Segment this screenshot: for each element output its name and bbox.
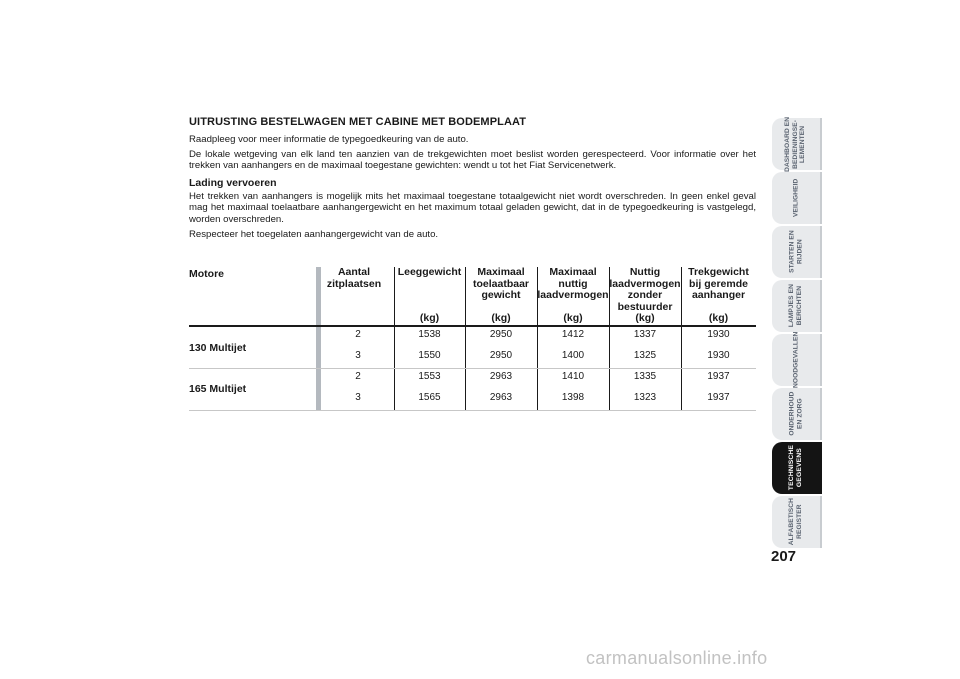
cell-seats: 2 bbox=[355, 329, 361, 340]
model-165-multijet: 165 Multijet bbox=[189, 383, 247, 395]
row-group-rule bbox=[189, 368, 756, 369]
cell-empty-weight: 1553 bbox=[418, 371, 441, 382]
cell-payload: 1412 bbox=[561, 329, 585, 340]
header-towing-weight: Trekgewicht bij geremde aanhanger bbox=[688, 266, 749, 301]
cell-max-weight: 2950 bbox=[489, 329, 513, 340]
text-section bbox=[189, 116, 756, 243]
cell-towing-weight: 1930 bbox=[707, 350, 730, 361]
chapter-tab-label: ONDERHOUD EN ZORG bbox=[788, 391, 803, 437]
unit-payload: (kg) bbox=[563, 312, 583, 324]
chapter-tab-8[interactable] bbox=[772, 496, 822, 548]
cell-towing-weight: 1937 bbox=[707, 392, 730, 403]
cell-towing-weight: 1930 bbox=[707, 329, 730, 340]
weights-table bbox=[189, 267, 756, 413]
cell-payload-no-driver: 1325 bbox=[633, 350, 657, 361]
chapter-tab-1[interactable] bbox=[772, 118, 822, 170]
cell-seats: 3 bbox=[355, 392, 361, 403]
cell-payload: 1400 bbox=[561, 350, 585, 361]
header-motor: Motore bbox=[189, 268, 224, 280]
header-empty-weight: Leeggewicht bbox=[397, 266, 462, 278]
header-payload: Maximaal nuttig laadvermogen bbox=[537, 266, 609, 301]
unit-max-weight: (kg) bbox=[491, 312, 511, 324]
unit-towing-weight: (kg) bbox=[708, 312, 729, 324]
respect-paragraph: Respecteer het toegelaten aanhangergewicht van de auto. bbox=[189, 228, 439, 240]
cargo-subheading: Lading vervoeren bbox=[189, 176, 277, 189]
page-number: 207 bbox=[771, 548, 797, 565]
header-rule bbox=[189, 325, 756, 327]
cell-max-weight: 2963 bbox=[489, 392, 513, 403]
header-payload-no-driver: Nuttig laadvermogen zonder bestuurder bbox=[609, 266, 681, 313]
legislation-paragraph: De lokale wetgeving van elk land ten aanzien van de trekgewichten moet beslist worden gerespecteerd. Voor informatie over het trekken van aanhangers en de maximaal toegestane gewichten: wendt u tot het Fiat Servicenetwerk. bbox=[189, 148, 756, 172]
cell-seats: 3 bbox=[355, 350, 361, 361]
unit-payload-no-driver: (kg) bbox=[635, 312, 655, 324]
header-max-weight: Maximaal toelaatbaar gewicht bbox=[472, 266, 530, 301]
chapter-tab-4[interactable] bbox=[772, 280, 822, 332]
cell-max-weight: 2950 bbox=[489, 350, 513, 361]
chapter-tab-label: LAMPJES EN BERICHTEN bbox=[788, 284, 803, 328]
chapter-tab-2[interactable] bbox=[772, 172, 822, 224]
unit-empty-weight: (kg) bbox=[419, 312, 440, 324]
chapter-tab-5[interactable] bbox=[772, 331, 822, 389]
cell-max-weight: 2963 bbox=[489, 371, 513, 382]
table-bottom-rule bbox=[189, 410, 756, 411]
chapter-tab-6[interactable] bbox=[772, 388, 822, 440]
chapter-tab-label: STARTEN EN RIJDEN bbox=[788, 230, 803, 274]
section-title: UITRUSTING BESTELWAGEN MET CABINE MET BODEMPLAAT bbox=[189, 116, 527, 128]
cell-payload: 1410 bbox=[561, 371, 585, 382]
cell-payload-no-driver: 1323 bbox=[633, 392, 657, 403]
towing-paragraph: Het trekken van aanhangers is mogelijk mits het maximaal toegestane totaalgewicht niet wordt overschreden. In geen enkel geval mag het maximaal toelaatbare aanhangergewicht en het maximum totaal geladen gewicht, dat in de typegoedkeuring is vastgelegd, worden overschreden. bbox=[189, 190, 756, 225]
cell-towing-weight: 1937 bbox=[707, 371, 730, 382]
cell-empty-weight: 1565 bbox=[418, 392, 441, 403]
chapter-tab-label: VEILIGHEID bbox=[792, 178, 800, 218]
chapter-tab-label: TECHNISCHE GEGEVENS bbox=[788, 445, 803, 491]
chapter-tab-label: NOODGEVALLEN bbox=[792, 331, 800, 389]
chapter-tab-3[interactable] bbox=[772, 226, 822, 278]
chapter-tab-7[interactable] bbox=[772, 442, 822, 494]
intro-paragraph: Raadpleeg voor meer informatie de typegoedkeuring van de auto. bbox=[189, 134, 469, 145]
cell-seats: 2 bbox=[355, 371, 361, 382]
cell-empty-weight: 1538 bbox=[418, 329, 441, 340]
cell-payload: 1398 bbox=[561, 392, 585, 403]
cell-empty-weight: 1550 bbox=[418, 350, 441, 361]
header-seats: Aantal zitplaatsen bbox=[326, 266, 382, 290]
chapter-tab-label: DASHBOARD EN BEDIENINGSE- LEMENTEN bbox=[784, 116, 807, 172]
chapter-tab-label: ALFABETISCH REGISTER bbox=[788, 498, 803, 546]
cell-payload-no-driver: 1337 bbox=[633, 329, 657, 340]
cell-payload-no-driver: 1335 bbox=[633, 371, 657, 382]
model-130-multijet: 130 Multijet bbox=[189, 342, 247, 354]
watermark: carmanualsonline.info bbox=[586, 648, 768, 668]
